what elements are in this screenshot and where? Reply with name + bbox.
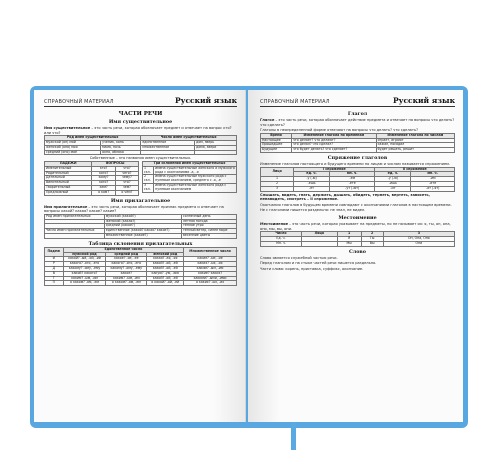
conjugation-rule-1: Окончания глаголов в будущем времени совпадают с окончаниями глаголов в настоящем времени. bbox=[260, 202, 452, 207]
verb-heading: Глагол bbox=[347, 111, 368, 117]
table-row: Будущее что будет делать? что сделает? будет решать, решит bbox=[261, 148, 455, 153]
table-row: средний (оно) моё окно, облако bbox=[45, 150, 237, 155]
conjugation-exceptions: Слышать, видеть, гнать, держать, дышать, обидеть, терпеть, вертеть, зависеть, ненавидеть, смотреть – II спряжение. bbox=[260, 192, 431, 202]
table-row: Творительный кем? чем? bbox=[45, 185, 139, 190]
pronoun-definition: Местоимение – это часть речи, которая указывает на предметы, но не называет их: я, ты, он, она, оно, мы, вы, они. bbox=[260, 221, 451, 231]
adjective-declension-table: Падеж Единственное число Множественное число мужской род средний род женский род И какой? -ый, -ой, -ий какое? -ое, -ее какая? -ая, -яя какие? -ые, -ие Р какого? -ого, -его какого? -ого, -его какой? -ой, -ей каких? -ых, -их Д какому? -ому, -ему какому? -ому, -ему какой? -ой, -ей каким? -ым, -им В какой? какого? какое? какую? -ую, -юю какие? каких? Т каким? -ым, -им каким? -ым, -им какой? -ой, -ей какими? -ыми, -ими П о каком? -ом, -ем о каком? -ом, -ем о какой? -ой, -ей о каких? -ых, -их bbox=[44, 247, 237, 286]
adjective-declension-heading: Таблица склонения прилагательных bbox=[88, 240, 193, 247]
header-subject: Русский язык bbox=[393, 96, 455, 105]
left-page-header bbox=[44, 96, 237, 107]
word-heading: Слово bbox=[349, 248, 366, 255]
word-text-1: Слово является служебной частью речи. bbox=[260, 255, 338, 260]
conjugation-note: Изменение глаголов настоящего и будущего времени по лицам и числам называется спряжением. bbox=[260, 161, 451, 166]
verb-definition: Глагол – это часть речи, которая обозначает действие предмета и отвечает на вопросы что делать? что сделать? bbox=[260, 118, 455, 127]
header-label: СПРАВОЧНЫЙ МАТЕРИАЛ bbox=[260, 99, 330, 105]
adjective-heading: Имя прилагательное bbox=[110, 197, 171, 204]
header-label: СПРАВОЧНЫЙ МАТЕРИАЛ bbox=[44, 99, 114, 105]
table-row: Мн. ч. Мы Вы Они bbox=[261, 241, 455, 246]
noun-definition: Имя существительное – это часть речи, которая обозначает предмет и отвечает на вопрос кто? или что? bbox=[44, 126, 232, 135]
table-row: женский (какая?) летняя погода bbox=[45, 219, 237, 224]
table-row: мужской (он) мой ученик, конь единственное дом, зверь bbox=[45, 140, 237, 145]
verb-note: Глаголы в неопределенной форме отвечают на вопросы что делать? что сделать? bbox=[260, 128, 418, 133]
word-text-2: Перед глаголом и на стыке частей речи пишется раздельно. bbox=[260, 261, 377, 266]
table-row: 2 -ешь -ете -ишь -ите bbox=[261, 181, 455, 186]
table-row: П о каком? -ом, -ем о каком? -ом, -ем о какой? -ой, -ей о каких? -ых, -их bbox=[45, 281, 237, 286]
table-row: 2 скл. имена существительные мужского рода с нулевым окончанием, среднего с -о, -е bbox=[143, 175, 237, 184]
table-row: женский (она) моя мама, ночь множественное дома, звери bbox=[45, 145, 237, 150]
adjective-definition: Имя прилагательное – это часть речи, которая обозначает признак предмета и отвечает на вопросы какой? какая? какое? какие? bbox=[44, 204, 224, 214]
table-row: Дательный кому? чему? bbox=[45, 176, 139, 181]
word-text-3: Части слова: корень, приставка, суффикс, окончание. bbox=[260, 266, 364, 271]
table-row: Винительный кого? что? bbox=[45, 181, 139, 186]
table-row: Родительный кого? чего? bbox=[45, 171, 139, 176]
table-row: В какой? какого? какое? какую? -ую, -юю какие? каких? bbox=[45, 271, 237, 276]
proper-noun-note: Собственные – это названия имен существительных. bbox=[89, 156, 192, 161]
cases-and-declension bbox=[44, 161, 237, 196]
header-subject: Русский язык bbox=[175, 96, 237, 105]
cases-table: ПАДЕЖИ ВОПРОСЫ Именительный кто? что? Родительный кого? чего? Дательный кому? чему? Винительный кого? что? Творительный кем? чем? Предложный о ком? о чём? bbox=[44, 161, 139, 196]
table-row: Предложный о ком? о чём? bbox=[45, 190, 139, 195]
table-row: Д какому? -ому, -ему какому? -ому, -ему какой? -ой, -ей каким? -ым, -им bbox=[45, 266, 237, 271]
conjugation-table: Лицо I спряжение II спряжение ед. ч. мн. ч. ед. ч. мн. ч. 1 -у (-ю) -ем -у (-ю) -им 2 -ешь -ете -ишь -ите 3 -ет -ут (-ют) -ит -ат (-ят) bbox=[260, 167, 455, 192]
table-row: 1 скл. имена существительные женского и мужского рода с окончаниями -а, -я bbox=[144, 165, 235, 174]
section-title: ЧАСТИ РЕЧИ bbox=[118, 111, 163, 117]
conjugation-heading: Спряжение глаголов bbox=[327, 154, 388, 161]
table-row: Прошедшее что делал? что сделал? сажал, посадил bbox=[261, 143, 455, 148]
verb-tense-table: Время Изменение глагола по временам Изменение глагола по числам Настоящее что делает? что делают? играет, играют Прошедшее что делал? что сделал? сажал, посадил Будущее что будет делать? что сделает? будет решать, решит bbox=[260, 133, 455, 153]
table-row: 3 скл. имена существительные женского рода с нулевым окончанием bbox=[143, 183, 237, 192]
table-row: Ед. ч. Я Ты Он, Она, Оно bbox=[261, 236, 455, 241]
table-row: И какой? -ый, -ой, -ий какое? -ое, -ее какая? -ая, -яя какие? -ые, -ие bbox=[45, 257, 237, 262]
table-row: Настоящее что делает? что делают? играет, играют bbox=[261, 138, 455, 143]
noun-heading: Имя существительное bbox=[108, 119, 173, 125]
declension-table: Три склонения имен существительных 1 скл. имена существительные женского и мужского рода с окончаниями -а, -я 2 скл. имена существительные мужского рода с нулевым окончанием, среднего с -о, -е 3 скл. имена существительные женского рода с нулевым окончанием bbox=[144, 160, 235, 191]
table-row: множественное (какие?) весенние цветы bbox=[45, 233, 237, 238]
table-row: Р какого? -ого, -его какого? -ого, -его какой? -ой, -ей каких? -ых, -их bbox=[45, 262, 237, 267]
conjugation-rule-2: Не с глаголами пишется раздельно: не знал, не видел. bbox=[260, 208, 366, 213]
pronoun-table: Число Лицо 1 2 3 Ед. ч. Я Ты Он, Она, Оно Мн. ч. Мы Вы Они bbox=[260, 231, 455, 246]
noun-gender-number-table: Род имен существительных Число имен существительных мужской (он) мой ученик, конь единственное дом, зверь женский (она) моя мама, ночь множественное дома, звери средний (оно) моё окно, облако bbox=[44, 135, 237, 155]
table-row: 3 -ет -ут (-ют) -ит -ат (-ят) bbox=[261, 186, 455, 191]
adjective-table bbox=[44, 214, 237, 239]
table-row: 1 -у (-ю) -ем -у (-ю) -им bbox=[261, 177, 455, 182]
right-page-header bbox=[260, 96, 455, 107]
table-row: средний (какое?) тёплое утро bbox=[45, 224, 237, 229]
table-row: Род имен прилагательных мужской (какой?) солнечный день bbox=[45, 214, 237, 219]
pronoun-heading: Местоимение bbox=[338, 214, 377, 221]
table-row: Число имен прилагательных единственное (какой? какая? какое?) тёплый ветер, синее море bbox=[45, 229, 237, 234]
left-page bbox=[34, 90, 246, 422]
right-page bbox=[248, 90, 463, 422]
table-row: Именительный кто? что? bbox=[45, 166, 139, 171]
table-row: Т каким? -ым, -им каким? -ым, -им какой? -ой, -ей какими? -ыми, -ими bbox=[45, 276, 237, 281]
